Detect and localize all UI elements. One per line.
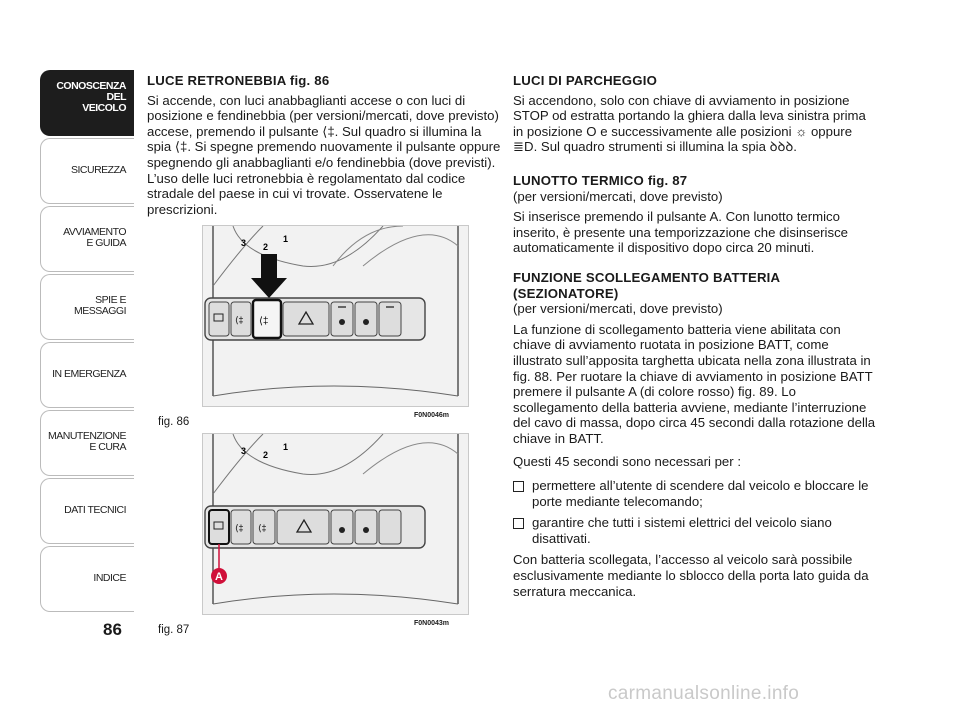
chapter-tabs bbox=[40, 70, 134, 614]
paragraph-luce-retronebbia: Si accende, con luci anabbaglianti accese o con luci di posizione e fendinebbia (per versioni/mercati, dove previsto) accese, premendo il pulsante ⟨‡. Sul quadro si illumina la spia ⟨‡. Si spegne premendo nuovamente il pulsante oppure spegnendo gli anabbaglianti e/o fendinebbia (dove previsti). L’uso delle luci retronebbia è regolamentato dal codice stradale del paese in cui vi trovate. Osservatene le prescrizioni. bbox=[147, 92, 501, 217]
dial-number: 3 bbox=[241, 446, 247, 456]
section-heading-luce-retronebbia: LUCE RETRONEBBIA fig. 86 bbox=[147, 73, 330, 88]
tab-manutenzione-e-cura[interactable]: MANUTENZIONE E CURA bbox=[40, 410, 134, 476]
paragraph-lunotto-termico: Si inserisce premendo il pulsante A. Con lunotto termico inserito, è presente una temporizzazione che disinserisce automaticamente il dispositivo dopo circa 20 minuti. bbox=[513, 209, 848, 256]
dial-number: 1 bbox=[283, 234, 289, 244]
dial-number: 3 bbox=[241, 238, 247, 248]
column-left bbox=[147, 73, 502, 225]
dial-number: 1 bbox=[283, 442, 289, 452]
figure-86-code: F0N0046m bbox=[414, 412, 450, 419]
list-item: permettere all’utente di scendere dal veicolo e bloccare le porte mediante telecomando; bbox=[513, 478, 878, 509]
svg-text:⟨‡: ⟨‡ bbox=[259, 316, 269, 327]
tab-indice[interactable]: INDICE bbox=[40, 546, 134, 612]
figure-86-label: fig. 86 bbox=[158, 416, 190, 428]
dashboard-switch-panel-illustration bbox=[203, 226, 468, 406]
watermark: carmanualsonline.info bbox=[608, 683, 800, 704]
tab-in-emergenza[interactable]: IN EMERGENZA bbox=[40, 342, 134, 408]
dial-number: 2 bbox=[263, 450, 269, 460]
svg-text:⟨‡: ⟨‡ bbox=[235, 315, 244, 325]
callout-label-a: A bbox=[215, 571, 223, 583]
tab-dati-tecnici[interactable]: DATI TECNICI bbox=[40, 478, 134, 544]
tab-spie-e-messaggi[interactable]: SPIE E MESSAGGI bbox=[40, 274, 134, 340]
section-heading-scollegamento-batteria: FUNZIONE SCOLLEGAMENTO BATTERIA (SEZIONATORE) bbox=[513, 269, 780, 301]
paragraph-scollegamento-1: La funzione di scollegamento batteria viene abilitata con chiave di avviamento ruotata in posizione BATT, come illustrato sull’apposita targhetta ubicata nella zona illustrata in fig. 88. Per ruotare la chiave di avviamento in posizione BATT premere il pulsante A (di colore rosso) fig. 89. Lo scollegamento della batteria avviene, mediante l’interruzione del cavo di massa, dopo circa 45 secondi dalla rotazione della chiave in BATT. bbox=[513, 321, 876, 446]
tab-avviamento-e-guida[interactable]: AVVIAMENTO E GUIDA bbox=[40, 206, 134, 272]
svg-text:⟨‡: ⟨‡ bbox=[235, 523, 244, 533]
checkbox-bullet-icon bbox=[513, 481, 524, 492]
subtitle-scollegamento: (per versioni/mercati, dove previsto) bbox=[513, 301, 723, 317]
page-number: 86 bbox=[103, 620, 122, 639]
column-right bbox=[513, 73, 878, 607]
subtitle-lunotto: (per versioni/mercati, dove previsto) bbox=[513, 188, 723, 204]
paragraph-scollegamento-3: Con batteria scollegata, l’accesso al veicolo sarà possibile esclusivamente mediante lo sblocco della porta lato guida da serratura meccanica. bbox=[513, 552, 869, 599]
paragraph-luci-di-parcheggio: Si accendono, solo con chiave di avviamento in posizione STOP od estratta portando la ghiera dalla leva sinistra prima in posizione O e successivamente alle posizioni ☼ oppure ≣D. Sul quadro strumenti si illumina la spia ꝺꝺꝺ. bbox=[513, 92, 866, 155]
dashboard-switch-panel-callout-illustration bbox=[203, 434, 468, 614]
figure-87-label: fig. 87 bbox=[158, 624, 190, 636]
figure-87-code: F0N0043m bbox=[414, 620, 450, 627]
figure-87-image bbox=[202, 433, 469, 615]
section-heading-luci-di-parcheggio: LUCI DI PARCHEGGIO bbox=[513, 73, 658, 88]
dial-number: 2 bbox=[263, 242, 269, 252]
tab-sicurezza[interactable]: SICUREZZA bbox=[40, 138, 134, 204]
list-item: garantire che tutti i sistemi elettrici del veicolo siano disattivati. bbox=[513, 515, 878, 546]
figure-86-image bbox=[202, 225, 469, 407]
paragraph-scollegamento-2: Questi 45 secondi sono necessari per : bbox=[513, 454, 741, 470]
tab-conoscenza-del-veicolo[interactable]: CONOSCENZA DEL VEICOLO bbox=[40, 70, 134, 136]
section-heading-lunotto-termico: LUNOTTO TERMICO fig. 87 bbox=[513, 172, 688, 188]
checkbox-bullet-icon bbox=[513, 518, 524, 529]
svg-text:⟨‡: ⟨‡ bbox=[258, 523, 267, 533]
